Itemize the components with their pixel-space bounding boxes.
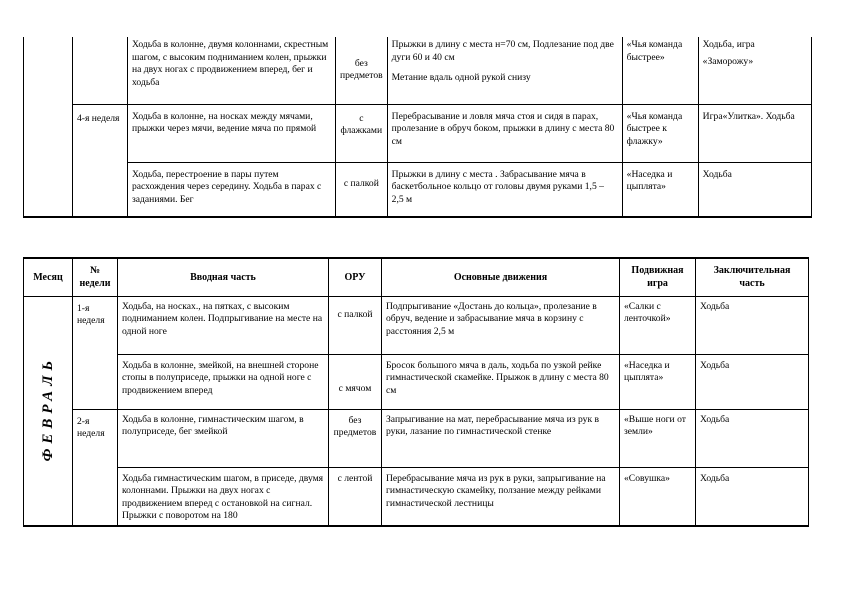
movement-text: Метание вдаль одной рукой снизу [391, 72, 531, 84]
oru-cell: с флажками [336, 104, 388, 162]
movements-cell: Бросок большого мяча в даль, ходьба по узкой рейке гимнастической скамейке. Прыжок в длину с места 80 см [382, 354, 620, 409]
movement-text: Прыжки в длину с места н=70 см, Подлезание под две дуги 60 и 40 см [391, 39, 614, 63]
final-text: «Заморожу» [702, 55, 754, 67]
oru-cell: без предметов [336, 37, 388, 104]
table-row [24, 354, 809, 409]
table-row [24, 467, 809, 526]
week-cell: 1-я неделя [73, 296, 118, 409]
week-cell: 2-я неделя [73, 409, 118, 526]
header-intro: Вводная часть [118, 258, 329, 296]
intro-cell: Ходьба, перестроение в пары путем расхождения через середину. Ходьба в парах с заданиями. Бег [128, 162, 336, 217]
header-game-line: Подвижная [631, 265, 684, 277]
oru-cell: с лентой [329, 467, 382, 526]
game-cell: «Наседка и цыплята» [620, 354, 696, 409]
final-cell: Игра«Улитка». Ходьба [698, 104, 811, 162]
week-cell: 4-я неделя [73, 104, 128, 217]
oru-cell: с мячом [329, 354, 382, 409]
final-cell: Ходьба [696, 296, 809, 354]
header-oru: ОРУ [329, 258, 382, 296]
movements-cell: Перебрасывание мяча из рук в руки, запрыгивание на гимнастическую скамейку, ползание между рейками гимнастической лестницы [382, 467, 620, 526]
table-row [24, 409, 809, 467]
game-cell: «Чья команда быстрее к флажку» [622, 104, 698, 162]
final-cell: Ходьба [696, 354, 809, 409]
header-final-line: Заключительная [713, 265, 791, 277]
game-cell: «Салки с ленточкой» [620, 296, 696, 354]
month-cell [24, 296, 73, 526]
month-label: ФЕВРАЛЬ [39, 355, 56, 462]
schedule-table-continued [23, 37, 812, 218]
movements-cell: Запрыгивание на мат, перебрасывание мяча из рук в руки, лазание по гимнастической стенке [382, 409, 620, 467]
table-row [24, 162, 812, 217]
intro-cell: Ходьба в колонне, на носках между мячами, прыжки через мячи, ведение мяча по прямой [128, 104, 336, 162]
oru-cell: с палкой [329, 296, 382, 354]
header-week [73, 258, 118, 296]
game-cell: «Чья команда быстрее» [622, 37, 698, 104]
oru-cell: с палкой [336, 162, 388, 217]
movements-cell: Перебрасывание и ловля мяча стоя и сидя в парах, пролезание в обруч боком, прыжки в длину с места 80 см [387, 104, 622, 162]
header-month: Месяц [24, 258, 73, 296]
final-cell [698, 37, 811, 104]
header-week-label: недели [79, 278, 111, 290]
oru-cell: без предметов [329, 409, 382, 467]
header-final-line: часть [739, 278, 765, 290]
movements-cell [387, 37, 622, 104]
game-cell: «Выше ноги от земли» [620, 409, 696, 467]
intro-cell: Ходьба в колонне, двумя колоннами, скрестным шагом, с высоким подниманием колен, прыжки на двух ногах с продвижением вперед, бег и ходьба [128, 37, 336, 104]
table-row [24, 296, 809, 354]
table-row [24, 37, 812, 104]
header-movements: Основные движения [382, 258, 620, 296]
schedule-table-february [23, 257, 809, 527]
movements-cell: Подпрыгивание «Достань до кольца», пролезание в обруч, ведение и забрасывание мяча в корзину с расстояния 2,5 м [382, 296, 620, 354]
month-cell [24, 37, 73, 217]
intro-cell: Ходьба гимнастическим шагом, в приседе, двумя колоннами. Прыжки на двух ногах с продвижением вперед с остановкой на сигнал. Прыжки с поворотом на 180 [118, 467, 329, 526]
header-week-no: № [89, 265, 101, 277]
intro-cell: Ходьба, на носках., на пятках, с высоким подниманием колен. Подпрыгивание на месте на одной ноге [118, 296, 329, 354]
final-cell: Ходьба [698, 162, 811, 217]
final-text: Ходьба, игра [702, 39, 755, 50]
header-game-line: игра [647, 278, 668, 290]
game-cell: «Совушка» [620, 467, 696, 526]
intro-cell: Ходьба в колонне, змейкой, на внешней стороне стопы в полуприседе, прыжки на одной ноге с продвижением вперед [118, 354, 329, 409]
week-cell [73, 37, 128, 104]
table-row [24, 104, 812, 162]
table-header-row [24, 258, 809, 296]
game-cell: «Наседка и цыплята» [622, 162, 698, 217]
intro-cell: Ходьба в колонне, гимнастическим шагом, в полуприседе, бег змейкой [118, 409, 329, 467]
final-cell: Ходьба [696, 409, 809, 467]
final-cell: Ходьба [696, 467, 809, 526]
header-final [696, 258, 809, 296]
movements-cell: Прыжки в длину с места . Забрасывание мяча в баскетбольное кольцо от головы двумя руками 1,5 – 2,5 м [387, 162, 622, 217]
header-game [620, 258, 696, 296]
